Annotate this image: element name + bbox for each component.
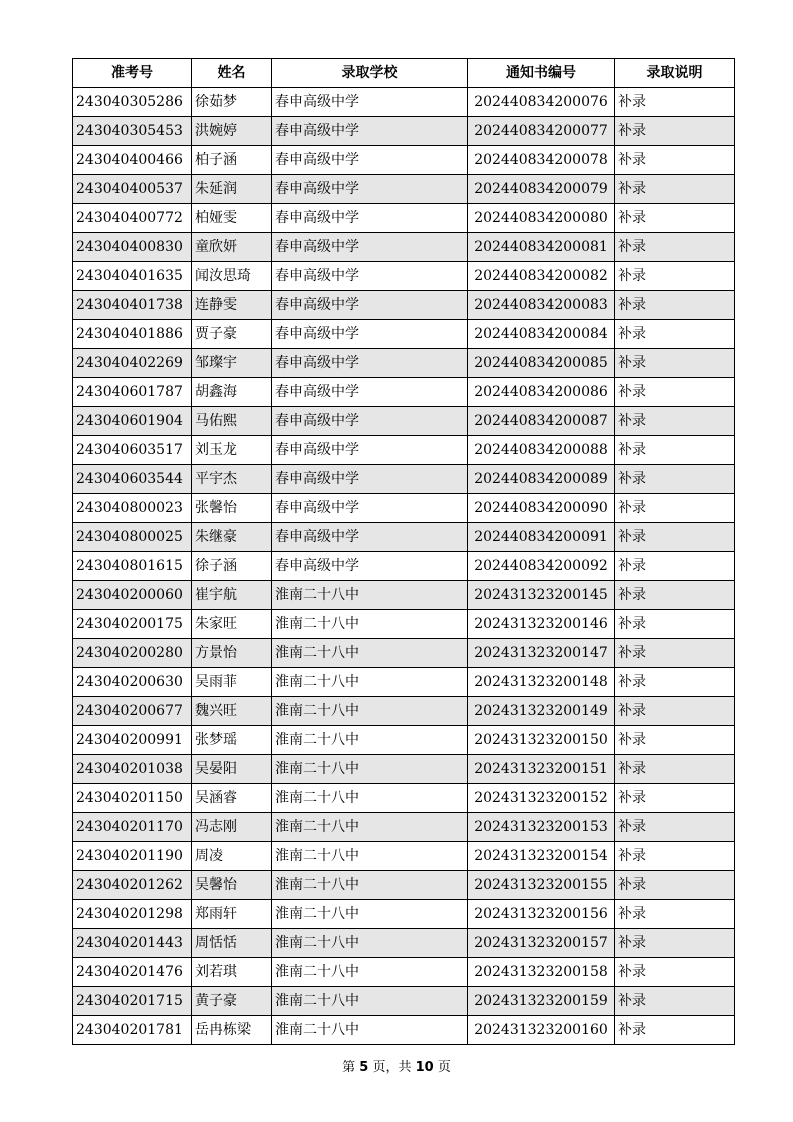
cell-exam-id: 243040400537: [73, 175, 192, 204]
cell-school: 淮南二十八中: [272, 610, 468, 639]
cell-notice-no: 202440834200076: [468, 88, 615, 117]
cell-exam-id: 243040201298: [73, 900, 192, 929]
cell-name: 柏子涵: [192, 146, 272, 175]
cell-notice-no: 202431323200160: [468, 1016, 615, 1045]
cell-note: 补录: [615, 175, 735, 204]
cell-exam-id: 243040201150: [73, 784, 192, 813]
cell-school: 淮南二十八中: [272, 726, 468, 755]
table-row: [73, 88, 735, 117]
cell-school: 春申高级中学: [272, 175, 468, 204]
cell-name: 刘若琪: [192, 958, 272, 987]
cell-notice-no: 202431323200150: [468, 726, 615, 755]
cell-school: 淮南二十八中: [272, 581, 468, 610]
cell-exam-id: 243040401635: [73, 262, 192, 291]
cell-note: 补录: [615, 581, 735, 610]
cell-name: 张梦瑶: [192, 726, 272, 755]
cell-note: 补录: [615, 494, 735, 523]
footer-total-pages: 10: [415, 1060, 434, 1075]
cell-notice-no: 202431323200146: [468, 610, 615, 639]
cell-name: 朱家旺: [192, 610, 272, 639]
table-body: [73, 88, 735, 1045]
cell-name: 刘玉龙: [192, 436, 272, 465]
cell-exam-id: 243040800023: [73, 494, 192, 523]
cell-school: 淮南二十八中: [272, 987, 468, 1016]
header-school: 录取学校: [272, 59, 468, 88]
cell-school: 淮南二十八中: [272, 784, 468, 813]
cell-school: 淮南二十八中: [272, 900, 468, 929]
cell-note: 补录: [615, 900, 735, 929]
cell-note: 补录: [615, 233, 735, 262]
cell-exam-id: 243040601904: [73, 407, 192, 436]
cell-exam-id: 243040603517: [73, 436, 192, 465]
cell-name: 闻汝思琦: [192, 262, 272, 291]
cell-name: 吴馨怡: [192, 871, 272, 900]
cell-note: 补录: [615, 1016, 735, 1045]
cell-notice-no: 202431323200147: [468, 639, 615, 668]
table-row: [73, 494, 735, 523]
cell-name: 周凌: [192, 842, 272, 871]
cell-exam-id: 243040201476: [73, 958, 192, 987]
cell-exam-id: 243040201038: [73, 755, 192, 784]
cell-exam-id: 243040801615: [73, 552, 192, 581]
cell-name: 徐茹梦: [192, 88, 272, 117]
cell-school: 淮南二十八中: [272, 958, 468, 987]
cell-exam-id: 243040201190: [73, 842, 192, 871]
table-row: [73, 639, 735, 668]
table-row: [73, 407, 735, 436]
cell-exam-id: 243040200630: [73, 668, 192, 697]
cell-notice-no: 202431323200153: [468, 813, 615, 842]
cell-name: 黄子豪: [192, 987, 272, 1016]
cell-note: 补录: [615, 552, 735, 581]
table-row: [73, 697, 735, 726]
table-row: [73, 755, 735, 784]
cell-school: 淮南二十八中: [272, 1016, 468, 1045]
table-row: [73, 842, 735, 871]
cell-name: 魏兴旺: [192, 697, 272, 726]
cell-exam-id: 243040200677: [73, 697, 192, 726]
cell-name: 郑雨轩: [192, 900, 272, 929]
cell-school: 春申高级中学: [272, 465, 468, 494]
table-row: [73, 1016, 735, 1045]
cell-note: 补录: [615, 726, 735, 755]
cell-school: 春申高级中学: [272, 523, 468, 552]
table-row: [73, 581, 735, 610]
cell-exam-id: 243040201715: [73, 987, 192, 1016]
header-note: 录取说明: [615, 59, 735, 88]
cell-note: 补录: [615, 320, 735, 349]
cell-notice-no: 202431323200145: [468, 581, 615, 610]
table-row: [73, 610, 735, 639]
cell-note: 补录: [615, 262, 735, 291]
cell-note: 补录: [615, 378, 735, 407]
cell-note: 补录: [615, 407, 735, 436]
cell-name: 岳冉栋梁: [192, 1016, 272, 1045]
cell-note: 补录: [615, 88, 735, 117]
cell-notice-no: 202431323200159: [468, 987, 615, 1016]
cell-name: 方景怡: [192, 639, 272, 668]
table-row: [73, 349, 735, 378]
cell-school: 春申高级中学: [272, 88, 468, 117]
cell-notice-no: 202431323200155: [468, 871, 615, 900]
cell-name: 平宇杰: [192, 465, 272, 494]
header-name: 姓名: [192, 59, 272, 88]
cell-name: 洪婉婷: [192, 117, 272, 146]
header-exam-id: 准考号: [73, 59, 192, 88]
table-row: [73, 320, 735, 349]
admission-table-container: [72, 58, 734, 1045]
table-row: [73, 726, 735, 755]
cell-note: 补录: [615, 639, 735, 668]
cell-note: 补录: [615, 987, 735, 1016]
cell-notice-no: 202440834200085: [468, 349, 615, 378]
cell-notice-no: 202440834200088: [468, 436, 615, 465]
table-row: [73, 552, 735, 581]
cell-school: 淮南二十八中: [272, 639, 468, 668]
cell-school: 淮南二十八中: [272, 929, 468, 958]
cell-notice-no: 202431323200148: [468, 668, 615, 697]
cell-name: 柏娅雯: [192, 204, 272, 233]
cell-notice-no: 202431323200158: [468, 958, 615, 987]
admission-table: [72, 58, 735, 1045]
cell-notice-no: 202440834200092: [468, 552, 615, 581]
cell-school: 淮南二十八中: [272, 697, 468, 726]
cell-school: 淮南二十八中: [272, 755, 468, 784]
header-notice-no: 通知书编号: [468, 59, 615, 88]
cell-exam-id: 243040400772: [73, 204, 192, 233]
cell-exam-id: 243040200280: [73, 639, 192, 668]
cell-notice-no: 202440834200086: [468, 378, 615, 407]
cell-name: 童欣妍: [192, 233, 272, 262]
cell-notice-no: 202431323200151: [468, 755, 615, 784]
cell-name: 朱继豪: [192, 523, 272, 552]
cell-exam-id: 243040401886: [73, 320, 192, 349]
cell-notice-no: 202431323200149: [468, 697, 615, 726]
cell-notice-no: 202440834200089: [468, 465, 615, 494]
cell-note: 补录: [615, 146, 735, 175]
cell-exam-id: 243040201443: [73, 929, 192, 958]
cell-exam-id: 243040200175: [73, 610, 192, 639]
cell-notice-no: 202431323200152: [468, 784, 615, 813]
footer-page-number: 5: [359, 1060, 369, 1075]
cell-exam-id: 243040201781: [73, 1016, 192, 1045]
table-row: [73, 262, 735, 291]
cell-notice-no: 202431323200157: [468, 929, 615, 958]
cell-name: 朱延润: [192, 175, 272, 204]
cell-exam-id: 243040401738: [73, 291, 192, 320]
cell-school: 春申高级中学: [272, 407, 468, 436]
cell-name: 周恬恬: [192, 929, 272, 958]
cell-note: 补录: [615, 958, 735, 987]
table-row: [73, 291, 735, 320]
cell-exam-id: 243040200991: [73, 726, 192, 755]
cell-school: 淮南二十八中: [272, 871, 468, 900]
cell-school: 淮南二十八中: [272, 668, 468, 697]
cell-note: 补录: [615, 813, 735, 842]
cell-note: 补录: [615, 871, 735, 900]
cell-exam-id: 243040201170: [73, 813, 192, 842]
cell-notice-no: 202440834200091: [468, 523, 615, 552]
cell-name: 崔宇航: [192, 581, 272, 610]
cell-note: 补录: [615, 436, 735, 465]
cell-notice-no: 202440834200087: [468, 407, 615, 436]
cell-name: 连静雯: [192, 291, 272, 320]
cell-note: 补录: [615, 465, 735, 494]
cell-note: 补录: [615, 523, 735, 552]
table-row: [73, 958, 735, 987]
cell-exam-id: 243040400466: [73, 146, 192, 175]
table-row: [73, 813, 735, 842]
cell-school: 春申高级中学: [272, 494, 468, 523]
cell-notice-no: 202431323200154: [468, 842, 615, 871]
cell-note: 补录: [615, 929, 735, 958]
cell-school: 淮南二十八中: [272, 813, 468, 842]
cell-name: 吴雨菲: [192, 668, 272, 697]
table-row: [73, 436, 735, 465]
table-row: [73, 378, 735, 407]
table-header-row: [73, 59, 735, 88]
cell-exam-id: 243040601787: [73, 378, 192, 407]
cell-exam-id: 243040201262: [73, 871, 192, 900]
cell-note: 补录: [615, 204, 735, 233]
cell-note: 补录: [615, 842, 735, 871]
cell-school: 春申高级中学: [272, 320, 468, 349]
footer-middle: 页，共: [372, 1060, 412, 1075]
table-row: [73, 900, 735, 929]
cell-school: 春申高级中学: [272, 378, 468, 407]
cell-note: 补录: [615, 117, 735, 146]
cell-notice-no: 202440834200083: [468, 291, 615, 320]
cell-notice-no: 202440834200081: [468, 233, 615, 262]
cell-school: 春申高级中学: [272, 436, 468, 465]
cell-exam-id: 243040200060: [73, 581, 192, 610]
cell-name: 马佑熙: [192, 407, 272, 436]
cell-name: 吴涵睿: [192, 784, 272, 813]
table-row: [73, 523, 735, 552]
cell-school: 春申高级中学: [272, 204, 468, 233]
table-row: [73, 929, 735, 958]
cell-school: 春申高级中学: [272, 146, 468, 175]
cell-school: 春申高级中学: [272, 262, 468, 291]
cell-name: 徐子涵: [192, 552, 272, 581]
cell-exam-id: 243040402269: [73, 349, 192, 378]
cell-school: 春申高级中学: [272, 552, 468, 581]
table-row: [73, 871, 735, 900]
cell-school: 春申高级中学: [272, 117, 468, 146]
cell-notice-no: 202440834200079: [468, 175, 615, 204]
cell-note: 补录: [615, 755, 735, 784]
cell-note: 补录: [615, 784, 735, 813]
cell-school: 春申高级中学: [272, 291, 468, 320]
cell-exam-id: 243040800025: [73, 523, 192, 552]
cell-note: 补录: [615, 349, 735, 378]
footer-suffix: 页: [437, 1060, 451, 1075]
cell-notice-no: 202440834200078: [468, 146, 615, 175]
cell-note: 补录: [615, 668, 735, 697]
cell-notice-no: 202440834200080: [468, 204, 615, 233]
table-row: [73, 175, 735, 204]
cell-name: 吴晏阳: [192, 755, 272, 784]
table-row: [73, 784, 735, 813]
cell-exam-id: 243040305453: [73, 117, 192, 146]
cell-school: 春申高级中学: [272, 349, 468, 378]
cell-name: 张馨怡: [192, 494, 272, 523]
cell-name: 邹璨宇: [192, 349, 272, 378]
table-row: [73, 987, 735, 1016]
cell-school: 春申高级中学: [272, 233, 468, 262]
table-row: [73, 233, 735, 262]
page-footer: [0, 1056, 793, 1075]
cell-exam-id: 243040603544: [73, 465, 192, 494]
cell-school: 淮南二十八中: [272, 842, 468, 871]
table-row: [73, 117, 735, 146]
cell-exam-id: 243040305286: [73, 88, 192, 117]
cell-name: 贾子豪: [192, 320, 272, 349]
table-row: [73, 668, 735, 697]
cell-name: 胡鑫海: [192, 378, 272, 407]
cell-name: 冯志刚: [192, 813, 272, 842]
cell-notice-no: 202431323200156: [468, 900, 615, 929]
cell-notice-no: 202440834200084: [468, 320, 615, 349]
cell-note: 补录: [615, 291, 735, 320]
table-row: [73, 146, 735, 175]
cell-notice-no: 202440834200082: [468, 262, 615, 291]
cell-note: 补录: [615, 610, 735, 639]
cell-notice-no: 202440834200077: [468, 117, 615, 146]
table-row: [73, 465, 735, 494]
cell-note: 补录: [615, 697, 735, 726]
cell-notice-no: 202440834200090: [468, 494, 615, 523]
footer-prefix: 第: [342, 1060, 356, 1075]
cell-exam-id: 243040400830: [73, 233, 192, 262]
table-row: [73, 204, 735, 233]
